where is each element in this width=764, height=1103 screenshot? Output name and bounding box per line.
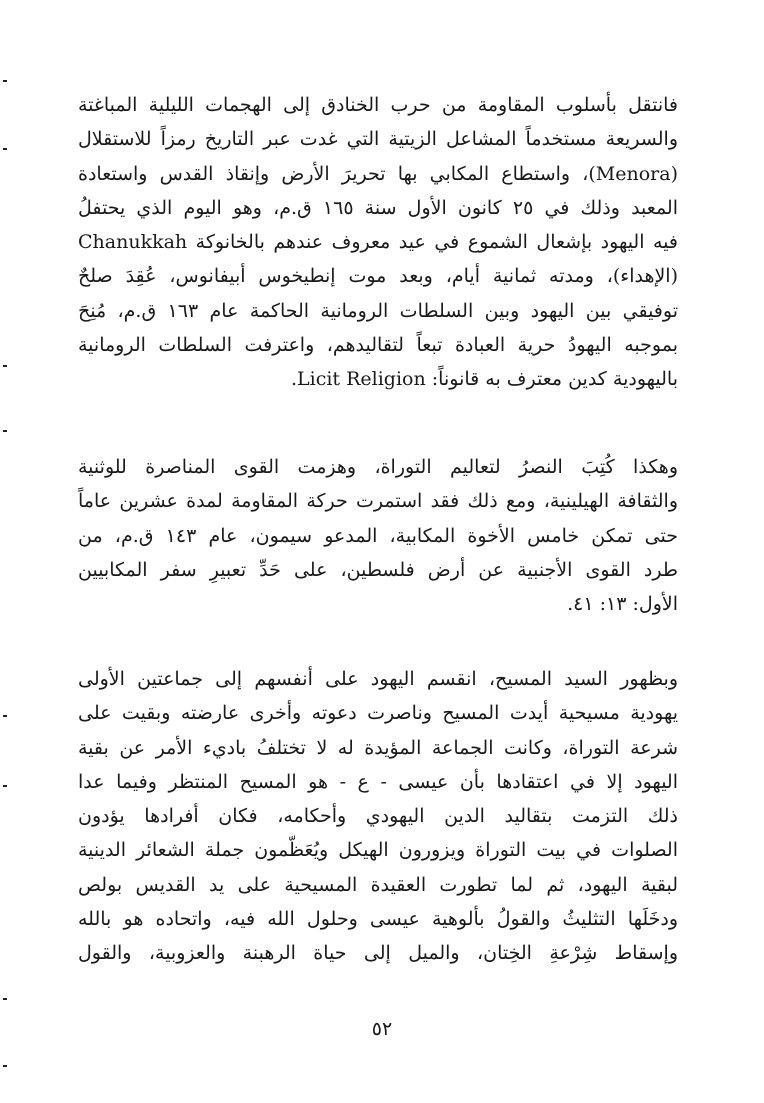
text-line: طرد القوى الأجنبية عن أرض فلسطين، على حَدِّ تعبيرِ سفر المكابيين bbox=[78, 558, 678, 581]
text-line: (Menora)، واستطاع المكابي بها تحريرَ الأرض وإنقاذ القدس واستعادة bbox=[78, 162, 678, 185]
margin-mark bbox=[3, 80, 7, 82]
text-line: والثقافة الهيلينية، ومع ذلك فقد استمرت حركة المقاومة لمدة عشرين عاماً bbox=[78, 490, 678, 513]
text-line: شرعة التوراة، وكانت الجماعة المؤيدة له لا تختلفُ باديء الأمر عن بقية bbox=[78, 736, 678, 759]
paragraph-1 bbox=[78, 88, 678, 397]
text-line: الأول: ١٣: ٤١. bbox=[567, 593, 678, 616]
margin-mark bbox=[3, 785, 7, 787]
text-line: والسريعة مستخدماً المشاعل الزيتية التي غدت عبر التاريخ رمزاً للاستقلال bbox=[78, 128, 678, 151]
text-line: باليهودية كدين معترف به قانوناً: Licit Religion. bbox=[290, 368, 678, 391]
text-line: بموجبه اليهودُ حرية العبادة تبعاً لتقاليدهم، واعترفت السلطات الرومانية bbox=[78, 334, 678, 357]
text-line: وهكذا كُتِبَ النصرُ لتعاليم التوراة، وهزمت القوى المناصرة للوثنية bbox=[78, 456, 678, 478]
margin-mark bbox=[3, 430, 7, 432]
paragraph-3 bbox=[78, 662, 678, 971]
text-line: وإسقاط شِرْعةِ الخِتان، والميل إلى حياة الرهبنة والعزوبية، والقول bbox=[78, 942, 678, 965]
text-line: المعبد وذلك في ٢٥ كانون الأول سنة ١٦٥ ق.م، وهو اليوم الذي يحتفلُ bbox=[78, 196, 678, 219]
paragraph-2 bbox=[78, 450, 678, 621]
text-line: حتى تمكن خامس الأخوة المكابية، المدعو سيمون، عام ١٤٣ ق.م، من bbox=[78, 524, 678, 547]
margin-mark bbox=[3, 998, 7, 1000]
margin-mark bbox=[3, 1065, 7, 1067]
text-line: فيه اليهود بإشعال الشموع في عيد معروف عندهم بالخانوكة Chanukkah bbox=[78, 231, 678, 254]
text-line: توفيقي بين اليهود وبين السلطات الرومانية الحاكمة عام ١٦٣ ق.م، مُنِحَ bbox=[78, 299, 678, 322]
text-line: لبقية اليهود، ثم لما تطورت العقيدة المسيحية على يد القديس بولص bbox=[78, 873, 678, 896]
text-line: اليهود إلا في اعتقادها بأن عيسى - ع - هو المسيح المنتظر وفيما عدا bbox=[78, 770, 678, 793]
text-line: (الإهداء)، ومدته ثمانية أيام، وبعد موت إنطيخوس أبيفانوس، عُقِدَ صلحٌ bbox=[78, 265, 678, 288]
margin-mark bbox=[3, 148, 7, 150]
page-number: ٥٢ bbox=[371, 1018, 393, 1040]
margin-mark bbox=[3, 715, 7, 717]
margin-mark bbox=[3, 365, 7, 367]
text-line: وبظهور السيد المسيح، انقسم اليهود على أنفسهم إلى جماعتين الأولى bbox=[78, 668, 678, 690]
text-line: فانتقل بأسلوب المقاومة من حرب الخنادق إلى الهجمات الليلية المباغتة bbox=[78, 94, 678, 116]
text-line: الصلوات في بيت التوراة ويزورون الهيكل ويُعَظّمون جملة الشعائر الدينية bbox=[78, 839, 678, 862]
text-line: ذلك التزمت بتقاليد الدين اليهودي وأحكامه، فكان أفرادها يؤدون bbox=[78, 805, 678, 828]
text-line: ودخَلَها التثليثُ والقولُ بألوهية عيسى وحلول الله فيه، واتحاده هو بالله bbox=[78, 908, 678, 931]
text-line: يهودية مسيحية أيدت المسيح وناصرت دعوته وأخرى عارضته وبقيت على bbox=[78, 702, 678, 725]
